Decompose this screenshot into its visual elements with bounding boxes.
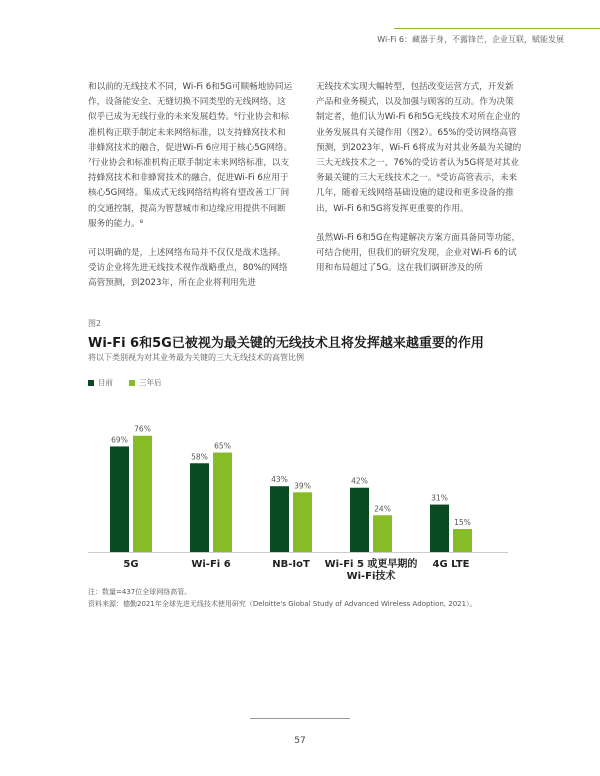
body-paragraph: 无线技术实现大幅转型，包括改变运营方式，开发新产品和业务模式，以及加强与顾客的互动。作为决策制定者，他们认为Wi-Fi 6和5G无线技术对所在企业的业务发展具有关键作用（图2）。65%的受访网络高管预测，到2023年，Wi-Fi 6将成为对其业务最为关键的三大无线技术之一，76%的受访者认为5G将是对其业务最关键的三大无线技术之一。⁹受访高管表示，未来几年，随着无线网络基础设施的建设和更多设备的推出，Wi-Fi 6和5G将发挥更重要的作用。: [316, 82, 522, 214]
bar-current: [350, 488, 369, 552]
legend-item-current: [88, 377, 113, 388]
category-label: NB-IoT: [272, 559, 310, 570]
bar-future: [133, 436, 152, 552]
body-paragraph: 可以明确的是，上述网络布局并不仅仅是战术选择。受访企业将先进无线技术视作战略重点，80%的网络高管预测，到2023年，所在企业将利用先进: [88, 248, 288, 289]
bar-value-label: 65%: [214, 441, 231, 451]
bar-current: [430, 505, 449, 552]
bar-value-label: 69%: [111, 435, 128, 445]
category-label: Wi-Fi技术: [346, 571, 396, 582]
bar-future: [213, 453, 232, 552]
bar-value-label: 43%: [271, 475, 288, 485]
category-label: 5G: [123, 559, 139, 570]
legend-label-current: 目前: [98, 378, 113, 387]
bar-value-label: 58%: [191, 452, 208, 462]
running-header: Wi-Fi 6：藏器于身，不露锋芒，企业互联，赋能发展: [377, 35, 564, 44]
bar-value-label: 76%: [134, 424, 151, 434]
bar-value-label: 42%: [351, 476, 368, 486]
bar-value-label: 15%: [454, 518, 471, 528]
figure-note: 注：数量=437位全球网络高管。: [88, 588, 192, 596]
body-paragraph: 和以前的无线技术不同，Wi-Fi 6和5G可顺畅地协同运作，设备能安全、无缝切换不同类型的无线网络，这似乎已成为无线行业的未来发展趋势。⁶行业协会和标准机构正联手制定未来网络标准，以支持蜂窝技术和非蜂窝技术的融合，促进Wi-Fi 6应用于核心5G网络。⁷行业协会和标准机构正联手制定未来网络标准，以支持蜂窝技术和非蜂窝技术的融合，促进Wi-Fi 6应用于核心5G网络。集成式无线网络结构将有望改善工厂间的交通控制，提高为智慧城市和边缘应用提供不间断服务的能力。⁸: [88, 82, 293, 229]
bar-value-label: 24%: [374, 504, 391, 514]
figure-source: 资料来源：德勤2021年全球先进无线技术使用研究（Deloitte's Global Study of Advanced Wireless Adoption, 2021）。: [88, 600, 477, 608]
category-label: Wi-Fi 5 或更早期的: [324, 559, 418, 570]
category-label: Wi-Fi 6: [191, 559, 231, 570]
bar-future: [293, 492, 312, 552]
figure-label: 图2: [88, 319, 102, 328]
bar-current: [270, 486, 289, 552]
legend-item-future: [129, 377, 162, 388]
header-rule: [394, 28, 600, 29]
bar-chart: [88, 395, 508, 585]
footer-rule: [250, 718, 350, 719]
legend-swatch-current: [88, 380, 94, 386]
body-column-left: [88, 80, 294, 306]
bar-future: [453, 529, 472, 552]
figure-notes: [88, 586, 477, 610]
body-column-right: [316, 80, 522, 290]
bar-value-label: 39%: [294, 481, 311, 491]
page-number: 57: [294, 736, 306, 746]
legend-swatch-future: [129, 380, 135, 386]
bar-future: [373, 515, 392, 552]
bar-current: [110, 446, 129, 552]
bar-value-label: 31%: [431, 493, 448, 503]
body-paragraph: 虽然Wi-Fi 6和5G在构建解决方案方面具备同等功能，可结合使用，但我们的研究发现，企业对Wi-Fi 6的试用和布局超过了5G。这在我们调研涉及的所: [316, 232, 521, 274]
chart-legend: [88, 377, 162, 388]
figure-title: Wi-Fi 6和5G已被视为最关键的无线技术且将发挥越来越重要的作用: [88, 336, 484, 351]
category-label: 4G LTE: [432, 559, 470, 570]
legend-label-future: 三年后: [139, 378, 162, 387]
bar-current: [190, 463, 209, 552]
figure-subtitle: 将以下类别视为对其业务最为关键的三大无线技术的高管比例: [88, 353, 304, 362]
